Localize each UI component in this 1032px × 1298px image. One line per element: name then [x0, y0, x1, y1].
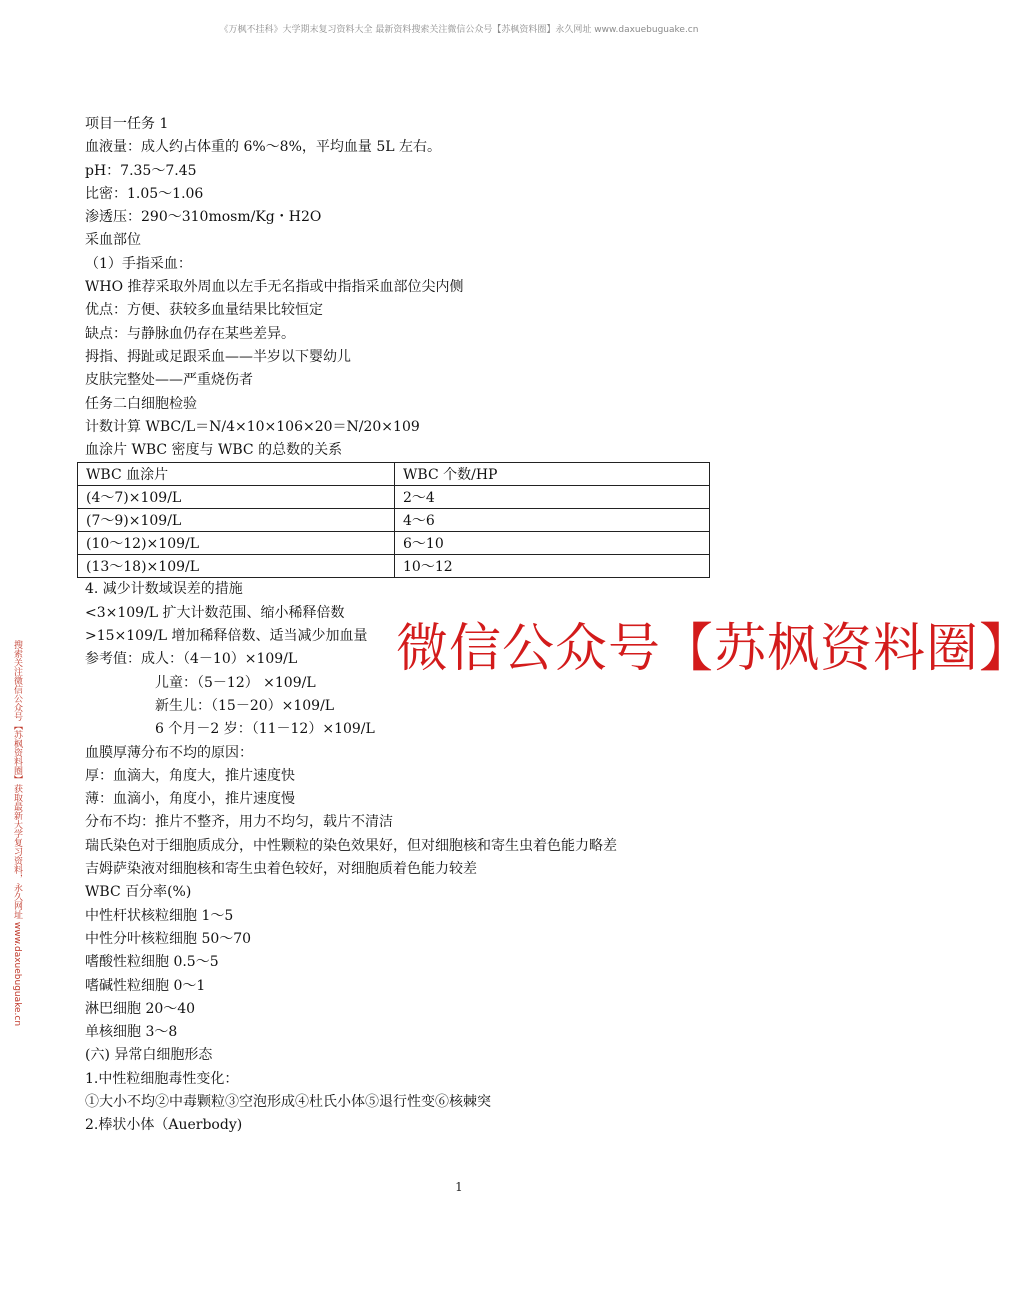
text-line: 优点：方便、获较多血量结果比较恒定: [85, 302, 323, 319]
text-line: 吉姆萨染液对细胞核和寄生虫着色较好，对细胞质着色能力较差: [85, 861, 477, 878]
text-line: 新生儿：（15－20）×109/L: [155, 697, 335, 714]
text-line: 儿童：（5－12） ×109/L: [155, 674, 316, 691]
text-line: 拇指、拇趾或足跟采血——半岁以下婴幼儿: [85, 348, 351, 365]
table-cell: (13～18)×109/L: [78, 555, 395, 578]
text-line: WHO 推荐采取外周血以左手无名指或中指指采血部位尖内侧: [85, 279, 464, 296]
page-number: 1: [455, 1180, 463, 1194]
side-watermark-note: 搜索关注微信公众号【苏枫资料圈】获取最新大学复习资料，永久网址 www.daxuebuguake.cn: [12, 640, 22, 1027]
text-line: 采血部位: [85, 232, 141, 249]
text-line: 薄：血滴小，角度小，推片速度慢: [85, 791, 295, 808]
text-line: (六) 异常白细胞形态: [85, 1047, 213, 1064]
text-line: pH：7.35～7.45: [85, 162, 197, 179]
text-line: 淋巴细胞 20～40: [85, 1000, 196, 1017]
text-line: 血液量：成人约占体重的 6%～8%，平均血量 5L 左右。: [85, 139, 441, 156]
text-line: 瑞氏染色对于细胞质成分，中性颗粒的染色效果好，但对细胞核和寄生虫着色能力略差: [85, 837, 617, 854]
text-line: 皮肤完整处——严重烧伤者: [85, 372, 253, 389]
text-line: 分布不均：推片不整齐，用力不均匀，载片不清洁: [85, 814, 393, 831]
table-cell: 4～6: [395, 509, 710, 532]
section-heading: 任务二白细胞检验: [85, 395, 197, 412]
text-line: （1）手指采血：: [85, 255, 192, 272]
text-line: 单核细胞 3～8: [85, 1024, 178, 1041]
text-line: 2.棒状小体（Auerbody): [85, 1117, 243, 1134]
text-line: 嗜酸性粒细胞 0.5～5: [85, 954, 219, 971]
text-line: 6 个月－2 岁：（11－12）×109/L: [155, 721, 375, 738]
table-row: [78, 532, 710, 555]
wbc-density-table: [77, 462, 710, 578]
table-cell: (7～9)×109/L: [78, 509, 395, 532]
table-cell: 2～4: [395, 486, 710, 509]
text-line: WBC 百分率(%): [85, 884, 192, 901]
table-cell: (10～12)×109/L: [78, 532, 395, 555]
watermark-overlay: 微信公众号【苏枫资料圈】: [396, 619, 1032, 679]
table-row: [78, 486, 710, 509]
text-line: 嗜碱性粒细胞 0～1: [85, 977, 206, 994]
table-header-cell: WBC 血涂片: [78, 463, 395, 486]
text-line: 比密：1.05～1.06: [85, 185, 204, 202]
text-line: 中性杆状核粒细胞 1～5: [85, 907, 234, 924]
table-row: [78, 555, 710, 578]
text-line: >15×109/L 增加稀释倍数、适当减少加血量: [85, 628, 368, 645]
text-line: 参考值：成人：（4－10）×109/L: [85, 651, 298, 668]
text-line: 渗透压：290～310mosm/Kg・H2O: [85, 209, 322, 226]
header-note: 《万枫不挂科》大学期末复习资料大全 最新资料搜索关注微信公众号【苏枫资料圈】永久网址 www.daxuebuguake.cn: [219, 25, 699, 35]
text-line: 项目一任务 1: [85, 116, 169, 132]
text-line: 缺点：与静脉血仍存在某些差异。: [85, 325, 295, 342]
text-line: 1.中性粒细胞毒性变化：: [85, 1070, 239, 1087]
text-line: 血膜厚薄分布不均的原因：: [85, 744, 253, 761]
text-line: ①大小不均②中毒颗粒③空泡形成④杜氏小体⑤退行性变⑥核棘突: [85, 1093, 491, 1110]
text-line: 厚：血滴大，角度大，推片速度快: [85, 767, 295, 784]
table-row: [78, 509, 710, 532]
table-cell: 10～12: [395, 555, 710, 578]
table-caption: 血涂片 WBC 密度与 WBC 的总数的关系: [85, 442, 343, 459]
text-line: 中性分叶核粒细胞 50～70: [85, 930, 252, 947]
table-header-row: [78, 463, 710, 486]
text-line: <3×109/L 扩大计数范围、缩小稀释倍数: [85, 604, 345, 621]
table-cell: 6～10: [395, 532, 710, 555]
text-line: 计数计算 WBC/L＝N/4×10×106×20＝N/20×109: [85, 418, 420, 435]
table-cell: (4～7)×109/L: [78, 486, 395, 509]
table-header-cell: WBC 个数/HP: [395, 463, 710, 486]
text-line: 4. 减少计数域误差的措施: [85, 581, 243, 598]
